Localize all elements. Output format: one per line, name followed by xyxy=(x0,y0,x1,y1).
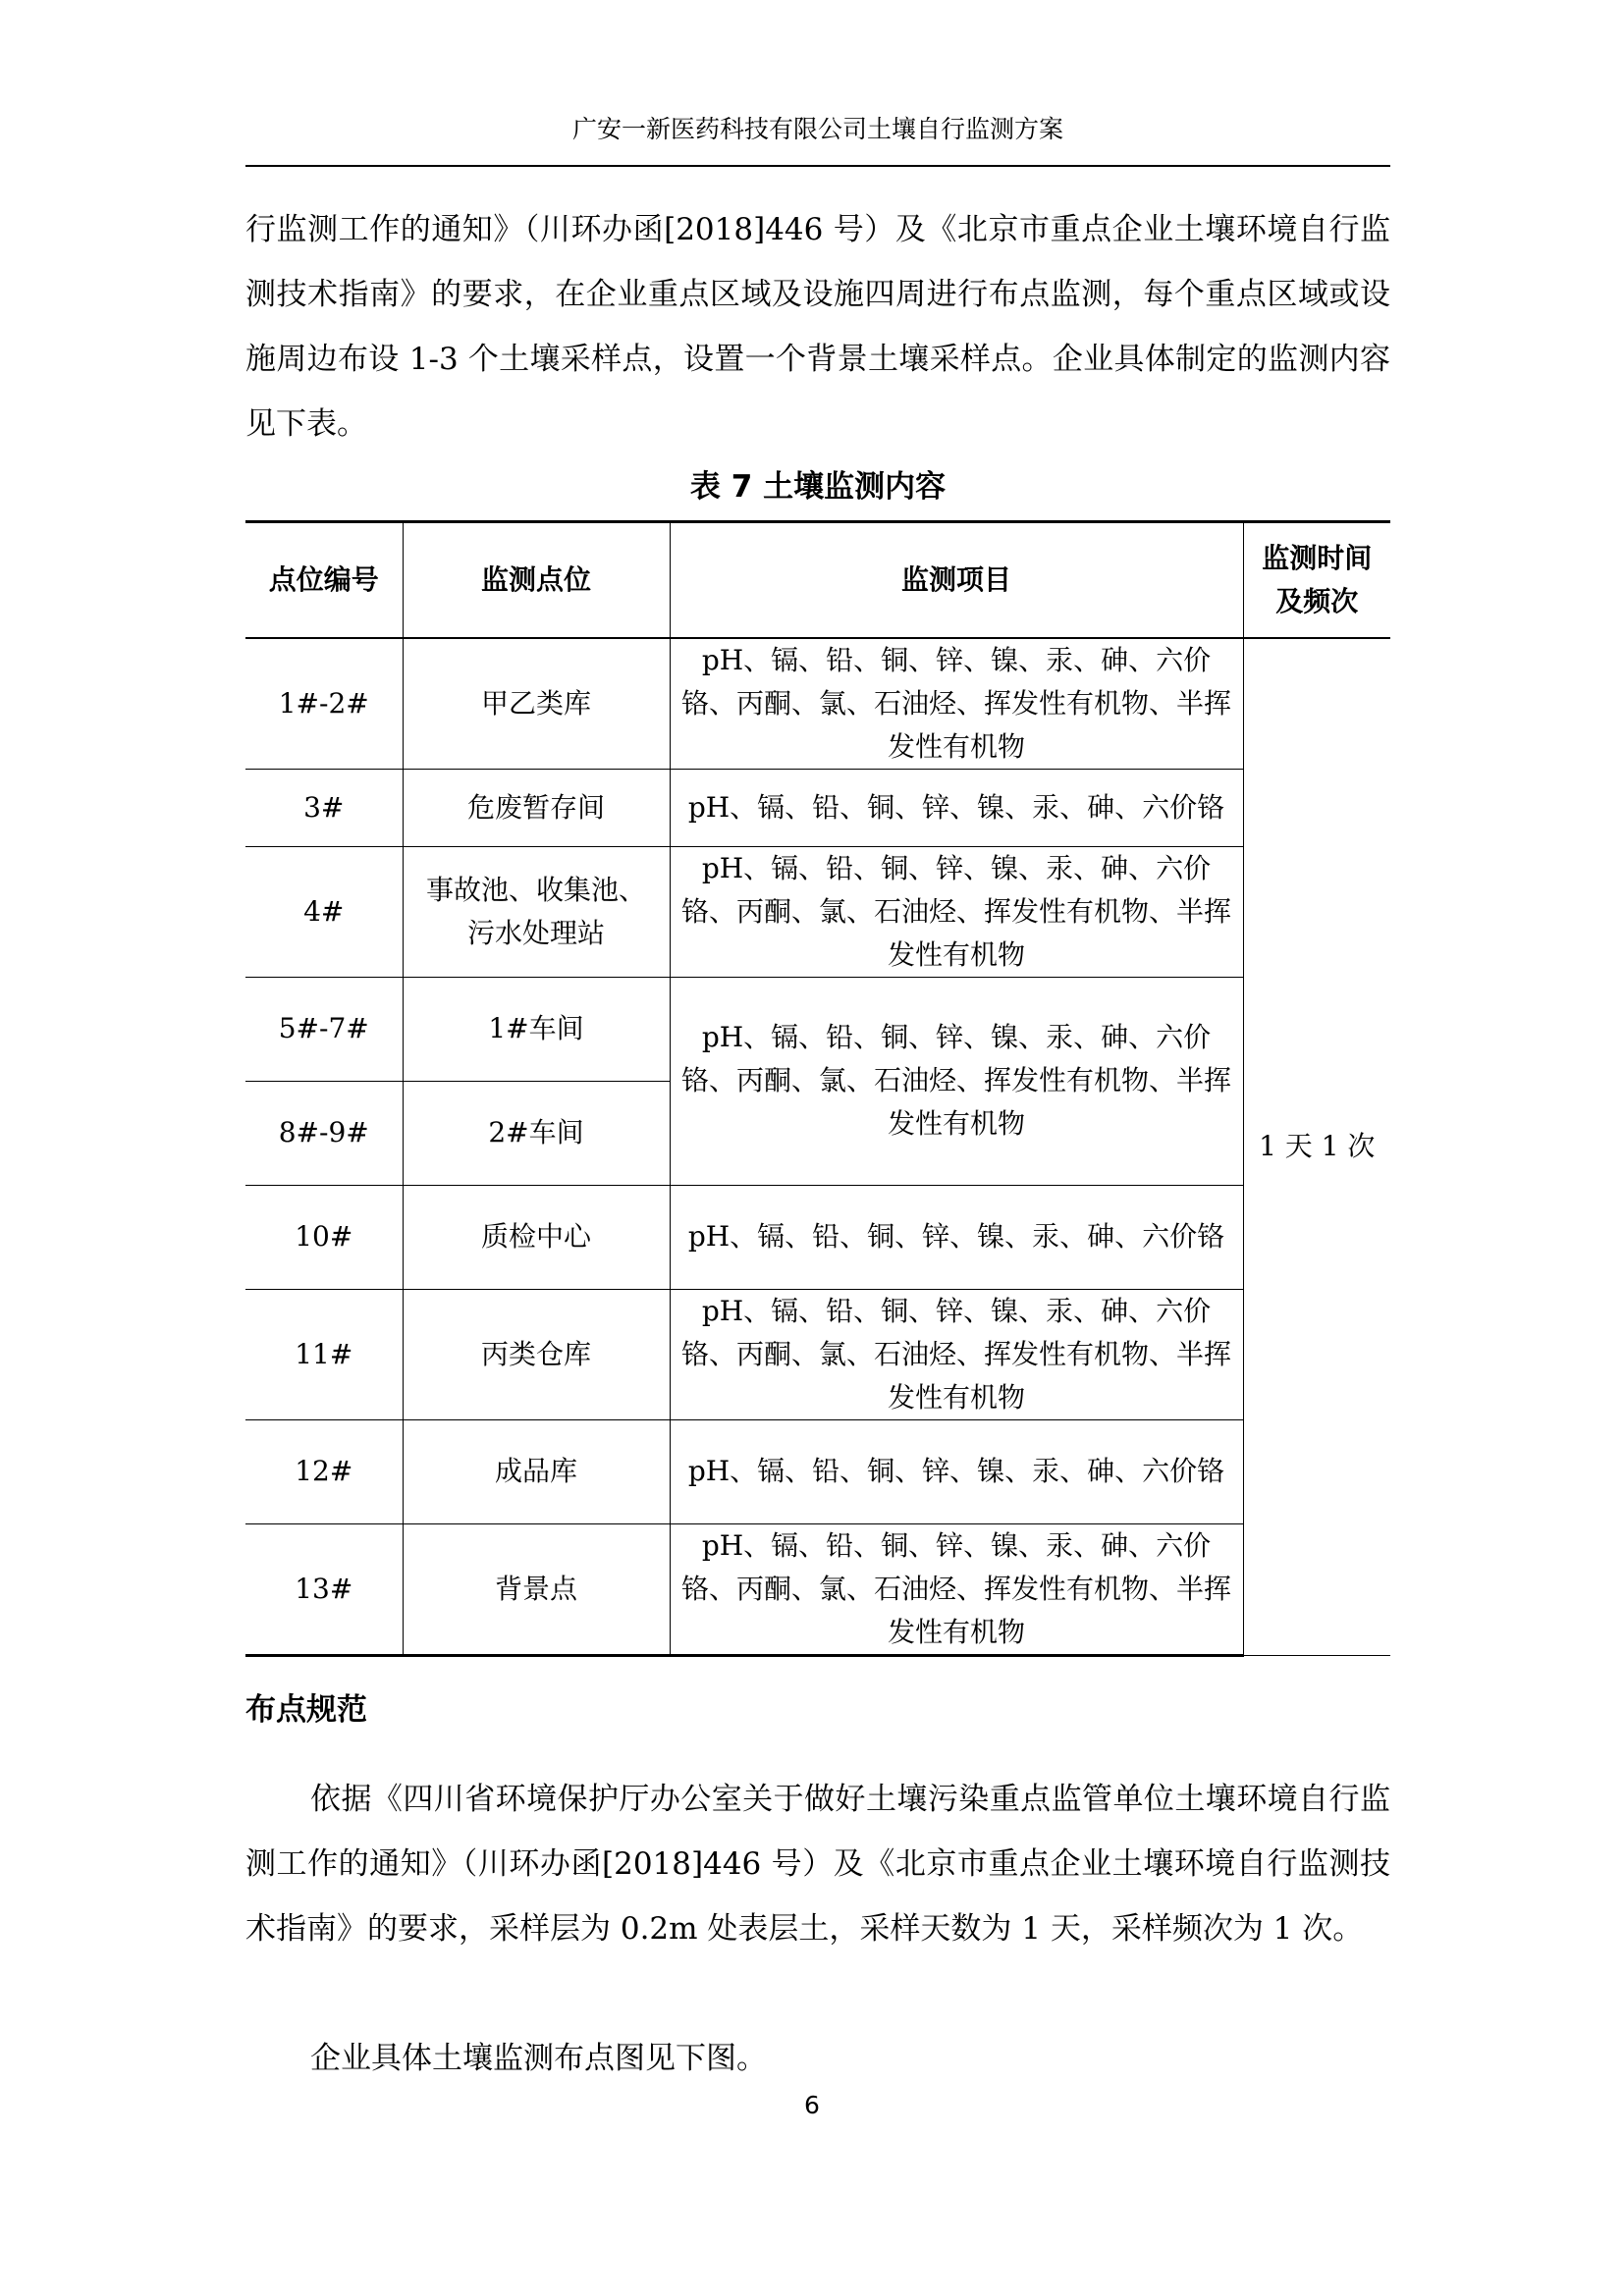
point-id-cell: 10# xyxy=(245,1185,403,1289)
running-header: 广安一新医药科技有限公司土壤自行监测方案 xyxy=(571,115,1063,143)
location-cell: 危废暂存间 xyxy=(403,769,670,846)
location-cell: 丙类仓库 xyxy=(403,1289,670,1419)
table-row xyxy=(245,1419,1390,1523)
frequency-cell: 1 天 1 次 xyxy=(1243,638,1390,1656)
location-cell: 质检中心 xyxy=(403,1185,670,1289)
point-id-cell: 4# xyxy=(245,846,403,977)
items-cell: pH、镉、铅、铜、锌、镍、汞、砷、六价铬、丙酮、氯、石油烃、挥发性有机物、半挥发性有机物 xyxy=(670,1523,1243,1655)
monitoring-table xyxy=(245,520,1390,1657)
point-id-cell: 8#-9# xyxy=(245,1081,403,1185)
location-cell: 甲乙类库 xyxy=(403,638,670,770)
point-id-cell: 11# xyxy=(245,1289,403,1419)
table-row xyxy=(245,769,1390,846)
header-rule xyxy=(245,165,1390,167)
items-cell: pH、镉、铅、铜、锌、镍、汞、砷、六价铬 xyxy=(670,1185,1243,1289)
point-id-cell: 12# xyxy=(245,1419,403,1523)
point-id-cell: 13# xyxy=(245,1523,403,1655)
header-location: 监测点位 xyxy=(403,522,670,638)
location-cell: 背景点 xyxy=(403,1523,670,1655)
table-row xyxy=(245,846,1390,977)
items-cell: pH、镉、铅、铜、锌、镍、汞、砷、六价铬、丙酮、氯、石油烃、挥发性有机物、半挥发性有机物 xyxy=(670,638,1243,770)
page-number: 6 xyxy=(804,2091,820,2119)
header-items: 监测项目 xyxy=(670,522,1243,638)
section-heading: 布点规范 xyxy=(245,1692,367,1728)
point-id-cell: 3# xyxy=(245,769,403,846)
body-paragraph: 依据《四川省环境保护厅办公室关于做好土壤污染重点监管单位土壤环境自行监测工作的通知》（川环办函[2018]446 号）及《北京市重点企业土壤环境自行监测技术指南》的要求，采样层为 0.2m 处表层土，采样天数为 1 天，采样频次为 1 次。 xyxy=(245,1782,1390,1947)
table-row xyxy=(245,977,1390,1081)
location-cell: 1#车间 xyxy=(403,977,670,1081)
location-cell: 2#车间 xyxy=(403,1081,670,1185)
location-cell: 事故池、收集池、污水处理站 xyxy=(403,846,670,977)
header-point-id: 点位编号 xyxy=(245,522,403,638)
table-row xyxy=(245,1289,1390,1419)
items-cell: pH、镉、铅、铜、锌、镍、汞、砷、六价铬 xyxy=(670,769,1243,846)
point-id-cell: 1#-2# xyxy=(245,638,403,770)
table-caption: 表 7 土壤监测内容 xyxy=(689,469,947,505)
intro-paragraph: 行监测工作的通知》（川环办函[2018]446 号）及《北京市重点企业土壤环境自行监测技术指南》的要求，在企业重点区域及设施四周进行布点监测，每个重点区域或设施周边布设 1-3 个土壤采样点，设置一个背景土壤采样点。企业具体制定的监测内容见下表。 xyxy=(245,212,1390,442)
table-row xyxy=(245,638,1390,770)
point-id-cell: 5#-7# xyxy=(245,977,403,1081)
body-paragraph: 企业具体土壤监测布点图见下图。 xyxy=(310,2041,767,2076)
header-frequency: 监测时间及频次 xyxy=(1243,522,1390,638)
items-cell: pH、镉、铅、铜、锌、镍、汞、砷、六价铬 xyxy=(670,1419,1243,1523)
items-cell: pH、镉、铅、铜、锌、镍、汞、砷、六价铬、丙酮、氯、石油烃、挥发性有机物、半挥发性有机物 xyxy=(670,977,1243,1185)
table-header-row xyxy=(245,522,1390,638)
table-row xyxy=(245,1523,1390,1655)
table-row xyxy=(245,1185,1390,1289)
location-cell: 成品库 xyxy=(403,1419,670,1523)
items-cell: pH、镉、铅、铜、锌、镍、汞、砷、六价铬、丙酮、氯、石油烃、挥发性有机物、半挥发性有机物 xyxy=(670,1289,1243,1419)
items-cell: pH、镉、铅、铜、锌、镍、汞、砷、六价铬、丙酮、氯、石油烃、挥发性有机物、半挥发性有机物 xyxy=(670,846,1243,977)
